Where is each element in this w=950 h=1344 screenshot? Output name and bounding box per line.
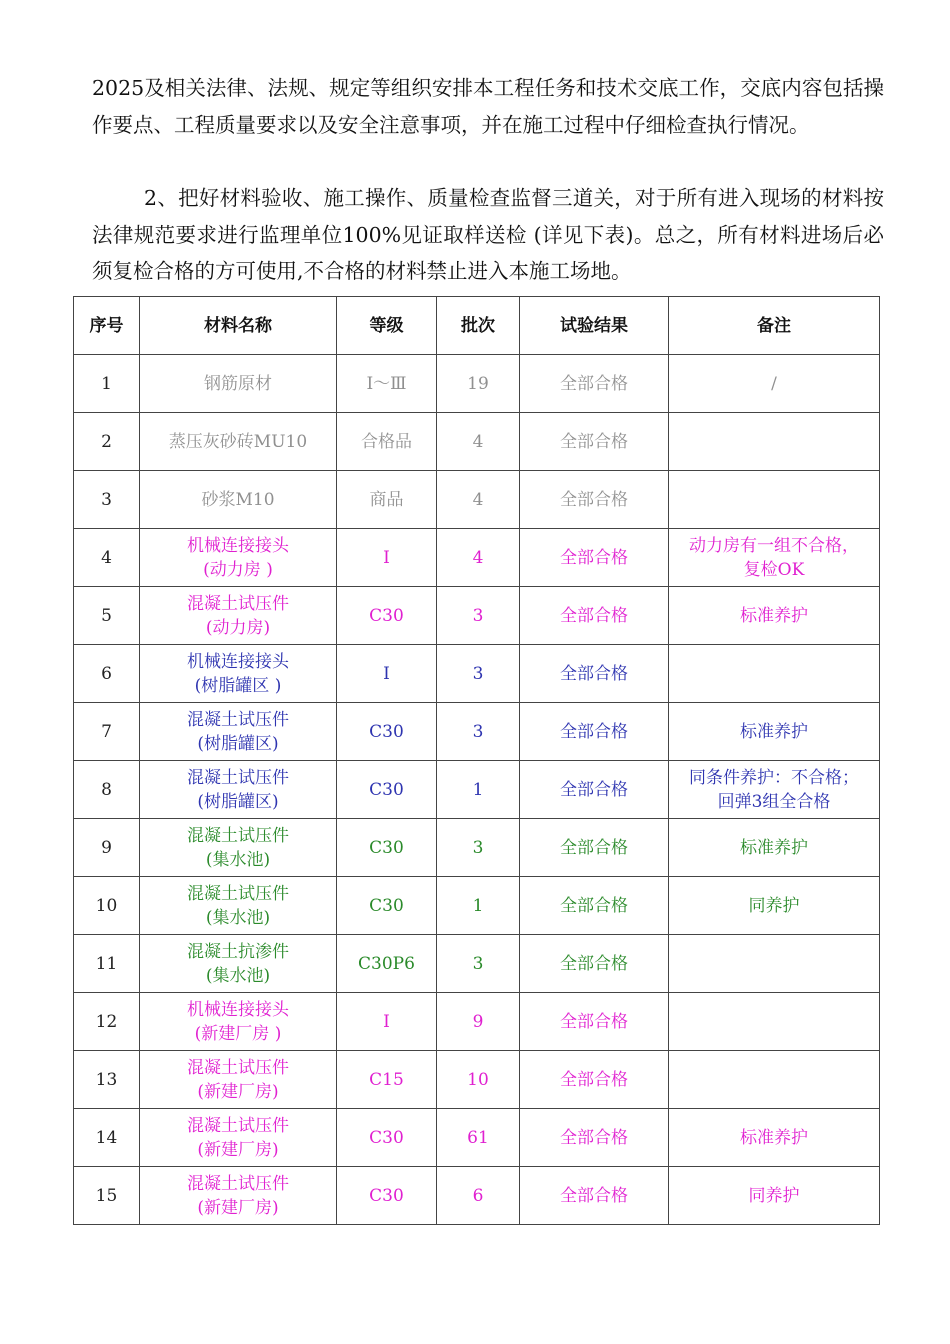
- cell-note-line1: 同养护: [748, 1185, 800, 1206]
- cell-grade-text: C30: [369, 721, 404, 742]
- cell-batch-text: 3: [472, 721, 484, 742]
- cell-no: [74, 413, 140, 471]
- cell-grade: [337, 529, 437, 587]
- cell-grade-text: I: [383, 1011, 390, 1032]
- cell-no-text: 10: [95, 895, 118, 916]
- cell-grade-text: I: [383, 663, 390, 684]
- cell-test-result-text: 全部合格: [560, 547, 628, 568]
- cell-no-text: 7: [101, 721, 112, 742]
- cell-grade-text: C30: [369, 1127, 404, 1148]
- cell-note-line1: 标准养护: [740, 837, 808, 858]
- cell-batch-text: 3: [472, 663, 484, 684]
- cell-batch: [437, 587, 520, 645]
- cell-batch-text: 10: [467, 1069, 489, 1090]
- cell-batch-text: 4: [472, 489, 484, 510]
- table-row: [74, 587, 880, 645]
- cell-test-result-text: 全部合格: [560, 431, 628, 452]
- cell-no: [74, 529, 140, 587]
- cell-test-result-text: 全部合格: [560, 489, 628, 510]
- cell-test-result: [520, 761, 669, 819]
- cell-no: [74, 993, 140, 1051]
- cell-no-text: 4: [101, 547, 112, 568]
- cell-batch-text: 6: [472, 1185, 484, 1206]
- cell-batch: [437, 1109, 520, 1167]
- cell-test-result: [520, 819, 669, 877]
- header-batch: 批次: [437, 297, 520, 355]
- table-row: [74, 935, 880, 993]
- cell-test-result-text: 全部合格: [560, 1011, 628, 1032]
- cell-material-name: [140, 1167, 337, 1225]
- cell-note-line1: 标准养护: [740, 605, 808, 626]
- cell-test-result-text: 全部合格: [560, 895, 628, 916]
- cell-grade-text: C30: [369, 1185, 404, 1206]
- cell-test-result: [520, 1167, 669, 1225]
- cell-material-name-line1: 混凝土试压件: [187, 593, 289, 614]
- header-no: 序号: [74, 297, 140, 355]
- cell-material-name-line2: (动力房): [205, 617, 271, 638]
- cell-note: [669, 1051, 880, 1109]
- cell-material-name: [140, 935, 337, 993]
- cell-material-name-line1: 机械连接接头: [187, 651, 289, 672]
- cell-batch: [437, 819, 520, 877]
- cell-batch-text: 3: [472, 953, 484, 974]
- cell-batch: [437, 1167, 520, 1225]
- cell-grade: [337, 703, 437, 761]
- cell-material-name-line1: 砂浆M10: [201, 489, 275, 510]
- cell-note-line1: 标准养护: [740, 721, 808, 742]
- cell-grade-text: C30P6: [358, 953, 415, 974]
- cell-material-name: [140, 1051, 337, 1109]
- cell-material-name-line2: (集水池): [205, 907, 271, 928]
- cell-material-name: [140, 703, 337, 761]
- cell-note: [669, 471, 880, 529]
- cell-no-text: 1: [101, 373, 112, 394]
- cell-grade-text: C30: [369, 779, 404, 800]
- cell-no-text: 9: [101, 837, 112, 858]
- cell-note: [669, 703, 880, 761]
- cell-material-name: [140, 1109, 337, 1167]
- cell-test-result-text: 全部合格: [560, 605, 628, 626]
- cell-batch: [437, 529, 520, 587]
- cell-note: [669, 935, 880, 993]
- cell-batch: [437, 703, 520, 761]
- cell-material-name: [140, 877, 337, 935]
- cell-material-name-line1: 混凝土试压件: [187, 1173, 289, 1194]
- cell-grade-text: C30: [369, 605, 404, 626]
- cell-batch: [437, 877, 520, 935]
- cell-note-line2: 复检OK: [743, 559, 805, 580]
- body-paragraph-1: 2025及相关法律、法规、规定等组织安排本工程任务和技术交底工作，交底内容包括操作要点、工程质量要求以及安全注意事项，并在施工过程中仔细检查执行情况。: [92, 76, 884, 137]
- cell-note: [669, 355, 880, 413]
- cell-no-text: 2: [101, 431, 112, 452]
- cell-material-name-line2: (新建厂房): [197, 1081, 279, 1102]
- cell-test-result-text: 全部合格: [560, 373, 628, 394]
- cell-material-name-line1: 蒸压灰砂砖MU10: [168, 431, 308, 452]
- header-test-result: 试验结果: [520, 297, 669, 355]
- cell-material-name: [140, 761, 337, 819]
- cell-batch-text: 4: [472, 547, 484, 568]
- cell-grade: [337, 935, 437, 993]
- cell-no-text: 11: [95, 953, 118, 974]
- cell-note-line1: 同条件养护：不合格；: [689, 767, 859, 788]
- cell-material-name-line1: 混凝土试压件: [187, 709, 289, 730]
- cell-no: [74, 761, 140, 819]
- cell-note-line1: 同养护: [748, 895, 800, 916]
- cell-batch: [437, 471, 520, 529]
- body-paragraph-2: 2、把好材料验收、施工操作、质量检查监督三道关，对于所有进入现场的材料按法律规范要求进行监理单位100%见证取样送检 (详见下表)。总之，所有材料进场后必须复检合格的方可使用,不合格的材料禁止进入本施工场地。: [92, 186, 884, 283]
- cell-no-text: 13: [95, 1069, 118, 1090]
- cell-test-result: [520, 529, 669, 587]
- cell-grade-text: I: [383, 547, 390, 568]
- cell-grade: [337, 993, 437, 1051]
- cell-note: [669, 1167, 880, 1225]
- cell-grade-text: C15: [369, 1069, 404, 1090]
- cell-test-result: [520, 355, 669, 413]
- cell-grade: [337, 355, 437, 413]
- cell-test-result: [520, 645, 669, 703]
- cell-grade: [337, 819, 437, 877]
- cell-test-result: [520, 413, 669, 471]
- cell-material-name-line2: (集水池): [205, 849, 271, 870]
- cell-no-text: 3: [101, 489, 112, 510]
- cell-note-line1: /: [771, 373, 777, 394]
- cell-batch-text: 1: [472, 895, 484, 916]
- cell-material-name-line1: 钢筋原材: [204, 373, 272, 394]
- cell-no-text: 5: [101, 605, 112, 626]
- table-header-row: [74, 297, 880, 355]
- cell-no: [74, 587, 140, 645]
- cell-test-result-text: 全部合格: [560, 1069, 628, 1090]
- cell-material-name: [140, 529, 337, 587]
- cell-no: [74, 703, 140, 761]
- table-row: [74, 529, 880, 587]
- cell-grade: [337, 645, 437, 703]
- cell-material-name: [140, 587, 337, 645]
- cell-note: [669, 529, 880, 587]
- table-row: [74, 993, 880, 1051]
- cell-no: [74, 1051, 140, 1109]
- cell-material-name-line1: 混凝土试压件: [187, 767, 289, 788]
- table-row: [74, 413, 880, 471]
- cell-note: [669, 413, 880, 471]
- cell-material-name-line2: (树脂罐区): [197, 791, 279, 812]
- header-grade: 等级: [337, 297, 437, 355]
- cell-grade: [337, 587, 437, 645]
- cell-note: [669, 645, 880, 703]
- table-row: [74, 761, 880, 819]
- cell-no: [74, 471, 140, 529]
- cell-note: [669, 1109, 880, 1167]
- cell-material-name-line2: (树脂罐区 ): [194, 675, 282, 696]
- cell-note: [669, 877, 880, 935]
- cell-batch-text: 1: [472, 779, 484, 800]
- cell-batch: [437, 1051, 520, 1109]
- cell-no-text: 14: [95, 1127, 118, 1148]
- table-row: [74, 877, 880, 935]
- cell-batch-text: 9: [472, 1011, 484, 1032]
- cell-grade: [337, 761, 437, 819]
- cell-batch-text: 19: [467, 373, 489, 394]
- table-row: [74, 819, 880, 877]
- cell-material-name: [140, 819, 337, 877]
- cell-grade: [337, 877, 437, 935]
- cell-note: [669, 993, 880, 1051]
- cell-test-result: [520, 703, 669, 761]
- cell-grade: [337, 413, 437, 471]
- cell-test-result: [520, 993, 669, 1051]
- cell-material-name: [140, 993, 337, 1051]
- cell-material-name: [140, 355, 337, 413]
- cell-note: [669, 587, 880, 645]
- cell-test-result: [520, 587, 669, 645]
- cell-material-name-line1: 机械连接接头: [187, 535, 289, 556]
- cell-material-name-line1: 混凝土试压件: [187, 825, 289, 846]
- table-row: [74, 355, 880, 413]
- cell-grade: [337, 1109, 437, 1167]
- table-row: [74, 645, 880, 703]
- cell-test-result-text: 全部合格: [560, 1185, 628, 1206]
- cell-material-name: [140, 471, 337, 529]
- table-row: [74, 1167, 880, 1225]
- cell-no: [74, 1109, 140, 1167]
- cell-material-name-line2: (动力房 ): [203, 559, 273, 580]
- cell-no: [74, 877, 140, 935]
- cell-material-name-line2: (新建厂房 ): [194, 1023, 282, 1044]
- cell-test-result-text: 全部合格: [560, 663, 628, 684]
- cell-batch: [437, 935, 520, 993]
- cell-test-result-text: 全部合格: [560, 1127, 628, 1148]
- cell-grade-text: C30: [369, 895, 404, 916]
- cell-material-name-line2: (新建厂房): [197, 1197, 279, 1218]
- cell-material-name-line1: 机械连接接头: [187, 999, 289, 1020]
- cell-test-result-text: 全部合格: [560, 779, 628, 800]
- table-row: [74, 1109, 880, 1167]
- header-note: 备注: [669, 297, 880, 355]
- cell-grade: [337, 1051, 437, 1109]
- cell-grade-text: C30: [369, 837, 404, 858]
- cell-no-text: 6: [101, 663, 112, 684]
- table-row: [74, 1051, 880, 1109]
- cell-no: [74, 1167, 140, 1225]
- cell-batch: [437, 355, 520, 413]
- cell-material-name-line1: 混凝土试压件: [187, 1115, 289, 1136]
- cell-note-line2: 回弹3组全合格: [717, 791, 831, 812]
- cell-material-name-line2: (新建厂房): [197, 1139, 279, 1160]
- cell-material-name-line1: 混凝土试压件: [187, 1057, 289, 1078]
- cell-material-name-line2: (树脂罐区): [197, 733, 279, 754]
- cell-note-line1: 动力房有一组不合格，: [689, 535, 859, 556]
- cell-note-line1: 标准养护: [740, 1127, 808, 1148]
- cell-no: [74, 645, 140, 703]
- cell-material-name: [140, 645, 337, 703]
- header-material-name: 材料名称: [140, 297, 337, 355]
- table-row: [74, 471, 880, 529]
- cell-test-result-text: 全部合格: [560, 953, 628, 974]
- cell-batch-text: 61: [467, 1127, 489, 1148]
- cell-batch: [437, 761, 520, 819]
- cell-batch-text: 3: [472, 837, 484, 858]
- cell-test-result: [520, 935, 669, 993]
- cell-test-result: [520, 471, 669, 529]
- cell-test-result: [520, 877, 669, 935]
- cell-batch-text: 4: [472, 431, 484, 452]
- cell-grade-text: 合格品: [361, 431, 412, 452]
- cell-test-result: [520, 1051, 669, 1109]
- cell-note: [669, 761, 880, 819]
- material-test-table: [73, 296, 880, 1225]
- cell-no: [74, 355, 140, 413]
- cell-grade-text: 商品: [369, 489, 404, 510]
- cell-batch-text: 3: [472, 605, 484, 626]
- table-row: [74, 703, 880, 761]
- cell-batch: [437, 645, 520, 703]
- cell-grade-text: Ⅰ～Ⅲ: [366, 373, 407, 394]
- cell-no: [74, 935, 140, 993]
- cell-test-result-text: 全部合格: [560, 837, 628, 858]
- cell-no-text: 15: [95, 1185, 118, 1206]
- cell-test-result: [520, 1109, 669, 1167]
- cell-no-text: 12: [95, 1011, 118, 1032]
- cell-batch: [437, 413, 520, 471]
- cell-test-result-text: 全部合格: [560, 721, 628, 742]
- cell-material-name: [140, 413, 337, 471]
- cell-material-name-line1: 混凝土抗渗件: [187, 941, 289, 962]
- cell-material-name-line2: (集水池): [205, 965, 271, 986]
- cell-grade: [337, 1167, 437, 1225]
- cell-batch: [437, 993, 520, 1051]
- cell-material-name-line1: 混凝土试压件: [187, 883, 289, 904]
- cell-note: [669, 819, 880, 877]
- cell-no-text: 8: [101, 779, 112, 800]
- cell-no: [74, 819, 140, 877]
- cell-grade: [337, 471, 437, 529]
